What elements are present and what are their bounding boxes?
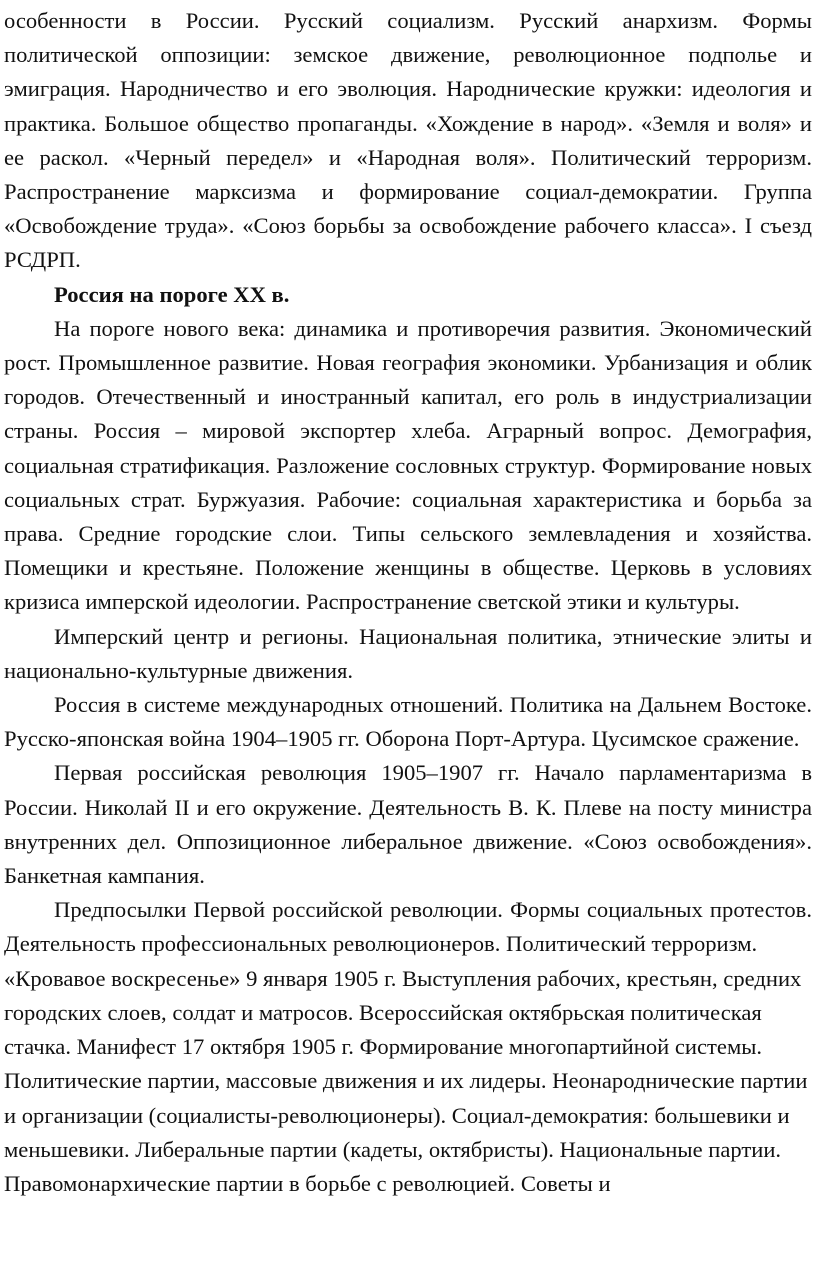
section-heading: Россия на пороге XX в. [54, 281, 290, 307]
paragraph-first-revolution: Первая российская революция 1905–1907 гг. Начало парламентаризма в России. Николай II и его окружение. Деятельность В. К. Плеве на посту министра внутренних дел. Оппозиционное либеральное движение. «Союз освобождения». Банкетная кампания. [4, 760, 812, 889]
paragraph-international-relations: Россия в системе международных отношений. Политика на Дальнем Востоке. Русско-японская война 1904–1905 гг. Оборона Порт-Артура. Цусимское сражение. [4, 692, 812, 752]
paragraph-imperial-center: Имперский центр и регионы. Национальная политика, этнические элиты и национально-культурные движения. [4, 623, 812, 683]
paragraph-revolution-prerequisites: Предпосылки Первой российской революции. Формы социальных протестов. Деятельность профессиональных революционеров. Политический терроризм. [4, 897, 812, 957]
paragraph-bloody-sunday: «Кровавое воскресенье» 9 января 1905 г. Выступления рабочих, крестьян, средних городских слоев, солдат и матросов. Всероссийская октябрьская политическая стачка. Манифест 17 октября 1905 г. Формирование многопартийной системы. Политические партии, массовые движения и их лидеры. Неонароднические партии и организации (социалисты-революционеры). Социал-демократия: большевики и меньшевики. Либеральные партии (кадеты, октябристы). Национальные партии. Правомонархические партии в борьбе с революцией. Советы и [4, 965, 808, 1196]
paragraph-continuation: особенности в России. Русский социализм. Русский анархизм. Формы политической оппозиции: земское движение, революционное подполье и эмиграция. Народничество и его эволюция. Народнические кружки: идеология и практика. Большое общество пропаганды. «Хождение в народ». «Земля и воля» и ее раскол. «Черный передел» и «Народная воля». Политический терроризм. Распространение марксизма и формирование социал-демократии. Группа «Освобождение труда». «Союз борьбы за освобождение рабочего класса». I съезд РСДРП. [4, 8, 812, 273]
paragraph-new-century: На пороге нового века: динамика и противоречия развития. Экономический рост. Промышленное развитие. Новая география экономики. Урбанизация и облик городов. Отечественный и иностранный капитал, его роль в индустриализации страны. Россия – мировой экспортер хлеба. Аграрный вопрос. Демография, социальная стратификация. Разложение сословных структур. Формирование новых социальных страт. Буржуазия. Рабочие: социальная характеристика и борьба за права. Средние городские слои. Типы сельского землевладения и хозяйства. Помещики и крестьяне. Положение женщины в обществе. Церковь в условиях кризиса имперской идеологии. Распространение светской этики и культуры. [4, 315, 812, 615]
